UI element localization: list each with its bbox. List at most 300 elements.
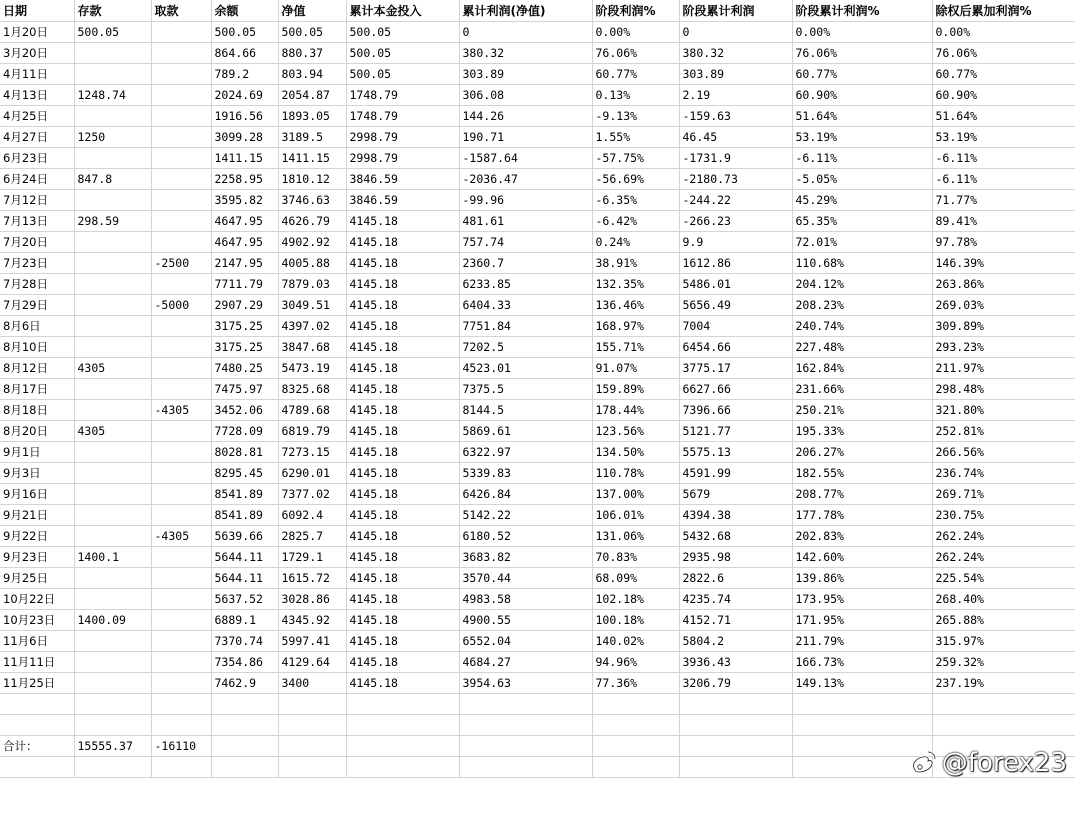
cell-withdraw[interactable]: -2500 bbox=[151, 252, 211, 273]
empty-cell[interactable] bbox=[679, 735, 792, 756]
cell-adjusted-cumulative-profit-pct[interactable]: 53.19% bbox=[932, 126, 1075, 147]
cell-withdraw[interactable] bbox=[151, 672, 211, 693]
cell-withdraw[interactable] bbox=[151, 168, 211, 189]
cell-cumulative-principal[interactable]: 4145.18 bbox=[346, 399, 459, 420]
cell-stage-cumulative-profit[interactable]: 303.89 bbox=[679, 63, 792, 84]
cell-withdraw[interactable] bbox=[151, 63, 211, 84]
cell-date[interactable]: 9月25日 bbox=[0, 567, 74, 588]
cell-net-value[interactable]: 3049.51 bbox=[278, 294, 346, 315]
empty-cell[interactable] bbox=[211, 756, 278, 777]
cell-cumulative-profit[interactable]: 303.89 bbox=[459, 63, 592, 84]
cell-stage-cumulative-profit[interactable]: 3936.43 bbox=[679, 651, 792, 672]
cell-stage-cumulative-profit[interactable]: 5486.01 bbox=[679, 273, 792, 294]
cell-balance[interactable]: 1916.56 bbox=[211, 105, 278, 126]
cell-cumulative-principal[interactable]: 1748.79 bbox=[346, 105, 459, 126]
header-date[interactable]: 日期 bbox=[0, 0, 74, 21]
cell-cumulative-principal[interactable]: 3846.59 bbox=[346, 168, 459, 189]
empty-cell[interactable] bbox=[459, 756, 592, 777]
cell-deposit[interactable] bbox=[74, 504, 151, 525]
cell-stage-profit-pct[interactable]: 110.78% bbox=[592, 462, 679, 483]
cell-adjusted-cumulative-profit-pct[interactable]: 262.24% bbox=[932, 525, 1075, 546]
total-label[interactable]: 合计： bbox=[0, 735, 74, 756]
cell-adjusted-cumulative-profit-pct[interactable]: 211.97% bbox=[932, 357, 1075, 378]
cell-stage-cumulative-profit-pct[interactable]: 65.35% bbox=[792, 210, 932, 231]
cell-stage-profit-pct[interactable]: 77.36% bbox=[592, 672, 679, 693]
cell-adjusted-cumulative-profit-pct[interactable]: 315.97% bbox=[932, 630, 1075, 651]
cell-date[interactable]: 10月22日 bbox=[0, 588, 74, 609]
cell-net-value[interactable]: 500.05 bbox=[278, 21, 346, 42]
cell-cumulative-profit[interactable]: 5869.61 bbox=[459, 420, 592, 441]
cell-stage-cumulative-profit[interactable]: 0 bbox=[679, 21, 792, 42]
header-cumulative-principal[interactable]: 累计本金投入 bbox=[346, 0, 459, 21]
cell-stage-cumulative-profit[interactable]: -266.23 bbox=[679, 210, 792, 231]
cell-stage-cumulative-profit-pct[interactable]: 110.68% bbox=[792, 252, 932, 273]
cell-net-value[interactable]: 5997.41 bbox=[278, 630, 346, 651]
cell-cumulative-principal[interactable]: 2998.79 bbox=[346, 126, 459, 147]
cell-stage-cumulative-profit[interactable]: 7396.66 bbox=[679, 399, 792, 420]
empty-cell[interactable] bbox=[346, 714, 459, 735]
cell-deposit[interactable]: 4305 bbox=[74, 357, 151, 378]
cell-balance[interactable]: 864.66 bbox=[211, 42, 278, 63]
cell-cumulative-profit[interactable]: 6180.52 bbox=[459, 525, 592, 546]
cell-deposit[interactable] bbox=[74, 189, 151, 210]
cell-date[interactable]: 9月3日 bbox=[0, 462, 74, 483]
cell-date[interactable]: 7月20日 bbox=[0, 231, 74, 252]
cell-withdraw[interactable]: -4305 bbox=[151, 399, 211, 420]
cell-stage-profit-pct[interactable]: 168.97% bbox=[592, 315, 679, 336]
cell-deposit[interactable] bbox=[74, 252, 151, 273]
cell-balance[interactable]: 4647.95 bbox=[211, 231, 278, 252]
cell-stage-cumulative-profit[interactable]: 4235.74 bbox=[679, 588, 792, 609]
cell-balance[interactable]: 6889.1 bbox=[211, 609, 278, 630]
empty-cell[interactable] bbox=[592, 735, 679, 756]
cell-cumulative-profit[interactable]: 7751.84 bbox=[459, 315, 592, 336]
cell-stage-cumulative-profit-pct[interactable]: 240.74% bbox=[792, 315, 932, 336]
cell-net-value[interactable]: 1729.1 bbox=[278, 546, 346, 567]
cell-cumulative-profit[interactable]: 4983.58 bbox=[459, 588, 592, 609]
cell-balance[interactable]: 5639.66 bbox=[211, 525, 278, 546]
cell-cumulative-profit[interactable]: 6233.85 bbox=[459, 273, 592, 294]
empty-cell[interactable] bbox=[459, 693, 592, 714]
cell-cumulative-profit[interactable]: 144.26 bbox=[459, 105, 592, 126]
empty-cell[interactable] bbox=[932, 714, 1075, 735]
cell-stage-cumulative-profit-pct[interactable]: -5.05% bbox=[792, 168, 932, 189]
cell-withdraw[interactable] bbox=[151, 588, 211, 609]
cell-date[interactable]: 4月13日 bbox=[0, 84, 74, 105]
cell-date[interactable]: 7月12日 bbox=[0, 189, 74, 210]
cell-net-value[interactable]: 4397.02 bbox=[278, 315, 346, 336]
cell-stage-cumulative-profit[interactable]: -2180.73 bbox=[679, 168, 792, 189]
cell-net-value[interactable]: 5473.19 bbox=[278, 357, 346, 378]
cell-cumulative-profit[interactable]: 5142.22 bbox=[459, 504, 592, 525]
cell-stage-cumulative-profit-pct[interactable]: 142.60% bbox=[792, 546, 932, 567]
total-withdraw[interactable]: -16110 bbox=[151, 735, 211, 756]
cell-stage-cumulative-profit-pct[interactable]: 211.79% bbox=[792, 630, 932, 651]
cell-cumulative-principal[interactable]: 4145.18 bbox=[346, 357, 459, 378]
cell-adjusted-cumulative-profit-pct[interactable]: 259.32% bbox=[932, 651, 1075, 672]
cell-cumulative-principal[interactable]: 4145.18 bbox=[346, 315, 459, 336]
cell-cumulative-principal[interactable]: 500.05 bbox=[346, 42, 459, 63]
cell-net-value[interactable]: 4005.88 bbox=[278, 252, 346, 273]
cell-stage-profit-pct[interactable]: -9.13% bbox=[592, 105, 679, 126]
cell-withdraw[interactable] bbox=[151, 483, 211, 504]
cell-date[interactable]: 11月25日 bbox=[0, 672, 74, 693]
cell-deposit[interactable]: 847.8 bbox=[74, 168, 151, 189]
cell-cumulative-profit[interactable]: 4900.55 bbox=[459, 609, 592, 630]
cell-deposit[interactable] bbox=[74, 273, 151, 294]
cell-stage-profit-pct[interactable]: 102.18% bbox=[592, 588, 679, 609]
cell-adjusted-cumulative-profit-pct[interactable]: 263.86% bbox=[932, 273, 1075, 294]
cell-cumulative-profit[interactable]: -1587.64 bbox=[459, 147, 592, 168]
cell-stage-profit-pct[interactable]: 134.50% bbox=[592, 441, 679, 462]
cell-deposit[interactable]: 500.05 bbox=[74, 21, 151, 42]
cell-stage-cumulative-profit[interactable]: 5432.68 bbox=[679, 525, 792, 546]
cell-cumulative-principal[interactable]: 4145.18 bbox=[346, 588, 459, 609]
cell-stage-cumulative-profit[interactable]: 4591.99 bbox=[679, 462, 792, 483]
cell-withdraw[interactable] bbox=[151, 567, 211, 588]
cell-stage-cumulative-profit[interactable]: 46.45 bbox=[679, 126, 792, 147]
cell-stage-profit-pct[interactable]: 60.77% bbox=[592, 63, 679, 84]
cell-cumulative-principal[interactable]: 4145.18 bbox=[346, 462, 459, 483]
cell-balance[interactable]: 4647.95 bbox=[211, 210, 278, 231]
cell-date[interactable]: 8月17日 bbox=[0, 378, 74, 399]
cell-cumulative-principal[interactable]: 4145.18 bbox=[346, 273, 459, 294]
cell-stage-profit-pct[interactable]: 68.09% bbox=[592, 567, 679, 588]
empty-cell[interactable] bbox=[679, 714, 792, 735]
cell-stage-cumulative-profit[interactable]: 380.32 bbox=[679, 42, 792, 63]
cell-net-value[interactable]: 7273.15 bbox=[278, 441, 346, 462]
cell-date[interactable]: 11月11日 bbox=[0, 651, 74, 672]
cell-cumulative-principal[interactable]: 4145.18 bbox=[346, 483, 459, 504]
cell-cumulative-profit[interactable]: -99.96 bbox=[459, 189, 592, 210]
cell-stage-cumulative-profit[interactable]: 5575.13 bbox=[679, 441, 792, 462]
cell-cumulative-principal[interactable]: 4145.18 bbox=[346, 546, 459, 567]
cell-adjusted-cumulative-profit-pct[interactable]: -6.11% bbox=[932, 147, 1075, 168]
cell-stage-cumulative-profit-pct[interactable]: 76.06% bbox=[792, 42, 932, 63]
cell-stage-profit-pct[interactable]: 100.18% bbox=[592, 609, 679, 630]
cell-date[interactable]: 8月18日 bbox=[0, 399, 74, 420]
cell-withdraw[interactable] bbox=[151, 231, 211, 252]
cell-stage-cumulative-profit-pct[interactable]: 51.64% bbox=[792, 105, 932, 126]
cell-stage-cumulative-profit-pct[interactable]: 0.00% bbox=[792, 21, 932, 42]
cell-net-value[interactable]: 2825.7 bbox=[278, 525, 346, 546]
cell-stage-profit-pct[interactable]: 91.07% bbox=[592, 357, 679, 378]
header-deposit[interactable]: 存款 bbox=[74, 0, 151, 21]
cell-withdraw[interactable] bbox=[151, 357, 211, 378]
cell-stage-cumulative-profit[interactable]: 6454.66 bbox=[679, 336, 792, 357]
cell-date[interactable]: 9月16日 bbox=[0, 483, 74, 504]
cell-stage-cumulative-profit-pct[interactable]: 139.86% bbox=[792, 567, 932, 588]
cell-date[interactable]: 7月13日 bbox=[0, 210, 74, 231]
cell-date[interactable]: 9月1日 bbox=[0, 441, 74, 462]
empty-cell[interactable] bbox=[932, 693, 1075, 714]
cell-balance[interactable]: 7711.79 bbox=[211, 273, 278, 294]
cell-date[interactable]: 8月20日 bbox=[0, 420, 74, 441]
cell-stage-cumulative-profit[interactable]: 5121.77 bbox=[679, 420, 792, 441]
empty-cell[interactable] bbox=[346, 735, 459, 756]
cell-withdraw[interactable] bbox=[151, 441, 211, 462]
empty-cell[interactable] bbox=[74, 714, 151, 735]
empty-cell[interactable] bbox=[211, 735, 278, 756]
cell-withdraw[interactable] bbox=[151, 21, 211, 42]
cell-cumulative-principal[interactable]: 4145.18 bbox=[346, 231, 459, 252]
cell-deposit[interactable] bbox=[74, 588, 151, 609]
cell-balance[interactable]: 7462.9 bbox=[211, 672, 278, 693]
cell-withdraw[interactable] bbox=[151, 378, 211, 399]
cell-stage-cumulative-profit-pct[interactable]: 202.83% bbox=[792, 525, 932, 546]
empty-cell[interactable] bbox=[792, 693, 932, 714]
cell-net-value[interactable]: 1810.12 bbox=[278, 168, 346, 189]
cell-withdraw[interactable] bbox=[151, 273, 211, 294]
cell-deposit[interactable]: 1250 bbox=[74, 126, 151, 147]
cell-date[interactable]: 10月23日 bbox=[0, 609, 74, 630]
cell-date[interactable]: 8月10日 bbox=[0, 336, 74, 357]
cell-cumulative-principal[interactable]: 4145.18 bbox=[346, 210, 459, 231]
cell-adjusted-cumulative-profit-pct[interactable]: 51.64% bbox=[932, 105, 1075, 126]
cell-withdraw[interactable] bbox=[151, 189, 211, 210]
cell-net-value[interactable]: 6819.79 bbox=[278, 420, 346, 441]
cell-deposit[interactable] bbox=[74, 441, 151, 462]
cell-deposit[interactable]: 1400.1 bbox=[74, 546, 151, 567]
cell-stage-profit-pct[interactable]: 76.06% bbox=[592, 42, 679, 63]
empty-cell[interactable] bbox=[0, 693, 74, 714]
empty-cell[interactable] bbox=[459, 735, 592, 756]
cell-net-value[interactable]: 4902.92 bbox=[278, 231, 346, 252]
cell-cumulative-principal[interactable]: 4145.18 bbox=[346, 378, 459, 399]
cell-balance[interactable]: 8541.89 bbox=[211, 504, 278, 525]
cell-stage-profit-pct[interactable]: 132.35% bbox=[592, 273, 679, 294]
cell-net-value[interactable]: 1615.72 bbox=[278, 567, 346, 588]
cell-deposit[interactable] bbox=[74, 42, 151, 63]
cell-balance[interactable]: 5644.11 bbox=[211, 567, 278, 588]
cell-cumulative-profit[interactable]: 3954.63 bbox=[459, 672, 592, 693]
cell-adjusted-cumulative-profit-pct[interactable]: 268.40% bbox=[932, 588, 1075, 609]
cell-adjusted-cumulative-profit-pct[interactable]: 225.54% bbox=[932, 567, 1075, 588]
cell-cumulative-profit[interactable]: 2360.7 bbox=[459, 252, 592, 273]
cell-stage-cumulative-profit[interactable]: -159.63 bbox=[679, 105, 792, 126]
cell-withdraw[interactable] bbox=[151, 462, 211, 483]
cell-cumulative-profit[interactable]: 6322.97 bbox=[459, 441, 592, 462]
cell-stage-profit-pct[interactable]: 178.44% bbox=[592, 399, 679, 420]
cell-cumulative-profit[interactable]: 3570.44 bbox=[459, 567, 592, 588]
empty-cell[interactable] bbox=[151, 714, 211, 735]
cell-balance[interactable]: 500.05 bbox=[211, 21, 278, 42]
cell-cumulative-profit[interactable]: 4684.27 bbox=[459, 651, 592, 672]
cell-adjusted-cumulative-profit-pct[interactable]: 236.74% bbox=[932, 462, 1075, 483]
cell-date[interactable]: 9月22日 bbox=[0, 525, 74, 546]
cell-balance[interactable]: 8541.89 bbox=[211, 483, 278, 504]
cell-adjusted-cumulative-profit-pct[interactable]: 76.06% bbox=[932, 42, 1075, 63]
cell-balance[interactable]: 5637.52 bbox=[211, 588, 278, 609]
cell-withdraw[interactable] bbox=[151, 126, 211, 147]
cell-cumulative-principal[interactable]: 4145.18 bbox=[346, 609, 459, 630]
header-cumulative-profit[interactable]: 累计利润(净值) bbox=[459, 0, 592, 21]
cell-net-value[interactable]: 6290.01 bbox=[278, 462, 346, 483]
cell-stage-profit-pct[interactable]: 136.46% bbox=[592, 294, 679, 315]
cell-stage-cumulative-profit-pct[interactable]: 206.27% bbox=[792, 441, 932, 462]
cell-stage-cumulative-profit[interactable]: 5679 bbox=[679, 483, 792, 504]
cell-balance[interactable]: 7728.09 bbox=[211, 420, 278, 441]
cell-stage-profit-pct[interactable]: 0.13% bbox=[592, 84, 679, 105]
cell-stage-cumulative-profit-pct[interactable]: 149.13% bbox=[792, 672, 932, 693]
cell-deposit[interactable] bbox=[74, 567, 151, 588]
cell-deposit[interactable] bbox=[74, 147, 151, 168]
cell-deposit[interactable]: 4305 bbox=[74, 420, 151, 441]
cell-stage-cumulative-profit[interactable]: 4152.71 bbox=[679, 609, 792, 630]
cell-cumulative-principal[interactable]: 4145.18 bbox=[346, 420, 459, 441]
cell-stage-cumulative-profit[interactable]: 2822.6 bbox=[679, 567, 792, 588]
cell-stage-profit-pct[interactable]: 106.01% bbox=[592, 504, 679, 525]
cell-deposit[interactable] bbox=[74, 378, 151, 399]
cell-cumulative-profit[interactable]: -2036.47 bbox=[459, 168, 592, 189]
empty-cell[interactable] bbox=[211, 714, 278, 735]
cell-deposit[interactable] bbox=[74, 231, 151, 252]
cell-withdraw[interactable] bbox=[151, 105, 211, 126]
cell-cumulative-principal[interactable]: 500.05 bbox=[346, 21, 459, 42]
cell-balance[interactable]: 2147.95 bbox=[211, 252, 278, 273]
cell-net-value[interactable]: 7879.03 bbox=[278, 273, 346, 294]
cell-date[interactable]: 9月21日 bbox=[0, 504, 74, 525]
cell-withdraw[interactable] bbox=[151, 42, 211, 63]
cell-cumulative-principal[interactable]: 4145.18 bbox=[346, 504, 459, 525]
empty-cell[interactable] bbox=[0, 756, 74, 777]
cell-cumulative-profit[interactable]: 8144.5 bbox=[459, 399, 592, 420]
cell-adjusted-cumulative-profit-pct[interactable]: 269.71% bbox=[932, 483, 1075, 504]
cell-stage-profit-pct[interactable]: 137.00% bbox=[592, 483, 679, 504]
cell-cumulative-profit[interactable]: 380.32 bbox=[459, 42, 592, 63]
cell-stage-cumulative-profit[interactable]: 5804.2 bbox=[679, 630, 792, 651]
cell-balance[interactable]: 3452.06 bbox=[211, 399, 278, 420]
cell-deposit[interactable] bbox=[74, 105, 151, 126]
cell-deposit[interactable] bbox=[74, 672, 151, 693]
cell-balance[interactable]: 8028.81 bbox=[211, 441, 278, 462]
cell-deposit[interactable] bbox=[74, 336, 151, 357]
cell-balance[interactable]: 2024.69 bbox=[211, 84, 278, 105]
cell-net-value[interactable]: 1893.05 bbox=[278, 105, 346, 126]
cell-cumulative-principal[interactable]: 1748.79 bbox=[346, 84, 459, 105]
cell-adjusted-cumulative-profit-pct[interactable]: 97.78% bbox=[932, 231, 1075, 252]
cell-stage-cumulative-profit[interactable]: 7004 bbox=[679, 315, 792, 336]
total-deposit[interactable]: 15555.37 bbox=[74, 735, 151, 756]
cell-adjusted-cumulative-profit-pct[interactable]: 298.48% bbox=[932, 378, 1075, 399]
cell-adjusted-cumulative-profit-pct[interactable]: 269.03% bbox=[932, 294, 1075, 315]
cell-stage-cumulative-profit-pct[interactable]: 182.55% bbox=[792, 462, 932, 483]
cell-stage-cumulative-profit-pct[interactable]: 204.12% bbox=[792, 273, 932, 294]
cell-stage-cumulative-profit[interactable]: 4394.38 bbox=[679, 504, 792, 525]
cell-stage-cumulative-profit[interactable]: -1731.9 bbox=[679, 147, 792, 168]
cell-deposit[interactable] bbox=[74, 651, 151, 672]
cell-withdraw[interactable]: -5000 bbox=[151, 294, 211, 315]
cell-stage-profit-pct[interactable]: 123.56% bbox=[592, 420, 679, 441]
cell-stage-profit-pct[interactable]: 131.06% bbox=[592, 525, 679, 546]
cell-adjusted-cumulative-profit-pct[interactable]: 60.77% bbox=[932, 63, 1075, 84]
cell-stage-cumulative-profit[interactable]: 5656.49 bbox=[679, 294, 792, 315]
cell-date[interactable]: 6月23日 bbox=[0, 147, 74, 168]
cell-stage-profit-pct[interactable]: 1.55% bbox=[592, 126, 679, 147]
empty-cell[interactable] bbox=[592, 756, 679, 777]
cell-adjusted-cumulative-profit-pct[interactable]: 265.88% bbox=[932, 609, 1075, 630]
cell-deposit[interactable]: 1248.74 bbox=[74, 84, 151, 105]
cell-date[interactable]: 8月12日 bbox=[0, 357, 74, 378]
cell-stage-cumulative-profit-pct[interactable]: 208.23% bbox=[792, 294, 932, 315]
cell-stage-cumulative-profit[interactable]: 6627.66 bbox=[679, 378, 792, 399]
cell-deposit[interactable]: 1400.09 bbox=[74, 609, 151, 630]
cell-balance[interactable]: 7475.97 bbox=[211, 378, 278, 399]
cell-cumulative-profit[interactable]: 7202.5 bbox=[459, 336, 592, 357]
cell-cumulative-profit[interactable]: 481.61 bbox=[459, 210, 592, 231]
empty-cell[interactable] bbox=[151, 693, 211, 714]
cell-balance[interactable]: 7354.86 bbox=[211, 651, 278, 672]
cell-stage-cumulative-profit[interactable]: 2935.98 bbox=[679, 546, 792, 567]
empty-cell[interactable] bbox=[74, 693, 151, 714]
cell-stage-cumulative-profit[interactable]: -244.22 bbox=[679, 189, 792, 210]
cell-withdraw[interactable] bbox=[151, 315, 211, 336]
cell-stage-profit-pct[interactable]: 0.00% bbox=[592, 21, 679, 42]
cell-adjusted-cumulative-profit-pct[interactable]: 266.56% bbox=[932, 441, 1075, 462]
cell-date[interactable]: 3月20日 bbox=[0, 42, 74, 63]
cell-adjusted-cumulative-profit-pct[interactable]: 60.90% bbox=[932, 84, 1075, 105]
cell-net-value[interactable]: 4626.79 bbox=[278, 210, 346, 231]
cell-deposit[interactable] bbox=[74, 630, 151, 651]
cell-stage-cumulative-profit-pct[interactable]: 60.90% bbox=[792, 84, 932, 105]
empty-cell[interactable] bbox=[346, 756, 459, 777]
cell-deposit[interactable]: 298.59 bbox=[74, 210, 151, 231]
empty-cell[interactable] bbox=[459, 714, 592, 735]
cell-net-value[interactable]: 4129.64 bbox=[278, 651, 346, 672]
cell-withdraw[interactable] bbox=[151, 420, 211, 441]
cell-date[interactable]: 4月27日 bbox=[0, 126, 74, 147]
cell-stage-cumulative-profit[interactable]: 2.19 bbox=[679, 84, 792, 105]
cell-stage-profit-pct[interactable]: 94.96% bbox=[592, 651, 679, 672]
cell-balance[interactable]: 3175.25 bbox=[211, 315, 278, 336]
cell-balance[interactable]: 5644.11 bbox=[211, 546, 278, 567]
cell-withdraw[interactable] bbox=[151, 630, 211, 651]
cell-net-value[interactable]: 3746.63 bbox=[278, 189, 346, 210]
cell-cumulative-profit[interactable]: 757.74 bbox=[459, 231, 592, 252]
header-withdraw[interactable]: 取款 bbox=[151, 0, 211, 21]
cell-cumulative-principal[interactable]: 4145.18 bbox=[346, 336, 459, 357]
cell-cumulative-profit[interactable]: 4523.01 bbox=[459, 357, 592, 378]
cell-date[interactable]: 7月29日 bbox=[0, 294, 74, 315]
cell-stage-profit-pct[interactable]: 0.24% bbox=[592, 231, 679, 252]
cell-cumulative-profit[interactable]: 0 bbox=[459, 21, 592, 42]
header-adjusted-cumulative-profit-pct[interactable]: 除权后累加利润% bbox=[932, 0, 1075, 21]
cell-withdraw[interactable]: -4305 bbox=[151, 525, 211, 546]
cell-stage-cumulative-profit[interactable]: 9.9 bbox=[679, 231, 792, 252]
empty-cell[interactable] bbox=[211, 693, 278, 714]
cell-net-value[interactable]: 3189.5 bbox=[278, 126, 346, 147]
header-net-value[interactable]: 净值 bbox=[278, 0, 346, 21]
cell-adjusted-cumulative-profit-pct[interactable]: 237.19% bbox=[932, 672, 1075, 693]
cell-date[interactable]: 7月28日 bbox=[0, 273, 74, 294]
cell-stage-cumulative-profit-pct[interactable]: 250.21% bbox=[792, 399, 932, 420]
cell-cumulative-profit[interactable]: 7375.5 bbox=[459, 378, 592, 399]
cell-cumulative-profit[interactable]: 3683.82 bbox=[459, 546, 592, 567]
empty-cell[interactable] bbox=[278, 756, 346, 777]
cell-cumulative-profit[interactable]: 5339.83 bbox=[459, 462, 592, 483]
header-balance[interactable]: 余额 bbox=[211, 0, 278, 21]
cell-stage-profit-pct[interactable]: 155.71% bbox=[592, 336, 679, 357]
cell-date[interactable]: 4月25日 bbox=[0, 105, 74, 126]
cell-deposit[interactable] bbox=[74, 399, 151, 420]
cell-deposit[interactable] bbox=[74, 525, 151, 546]
empty-cell[interactable] bbox=[0, 714, 74, 735]
cell-net-value[interactable]: 880.37 bbox=[278, 42, 346, 63]
cell-balance[interactable]: 7480.25 bbox=[211, 357, 278, 378]
cell-adjusted-cumulative-profit-pct[interactable]: -6.11% bbox=[932, 168, 1075, 189]
cell-cumulative-principal[interactable]: 4145.18 bbox=[346, 651, 459, 672]
cell-adjusted-cumulative-profit-pct[interactable]: 71.77% bbox=[932, 189, 1075, 210]
